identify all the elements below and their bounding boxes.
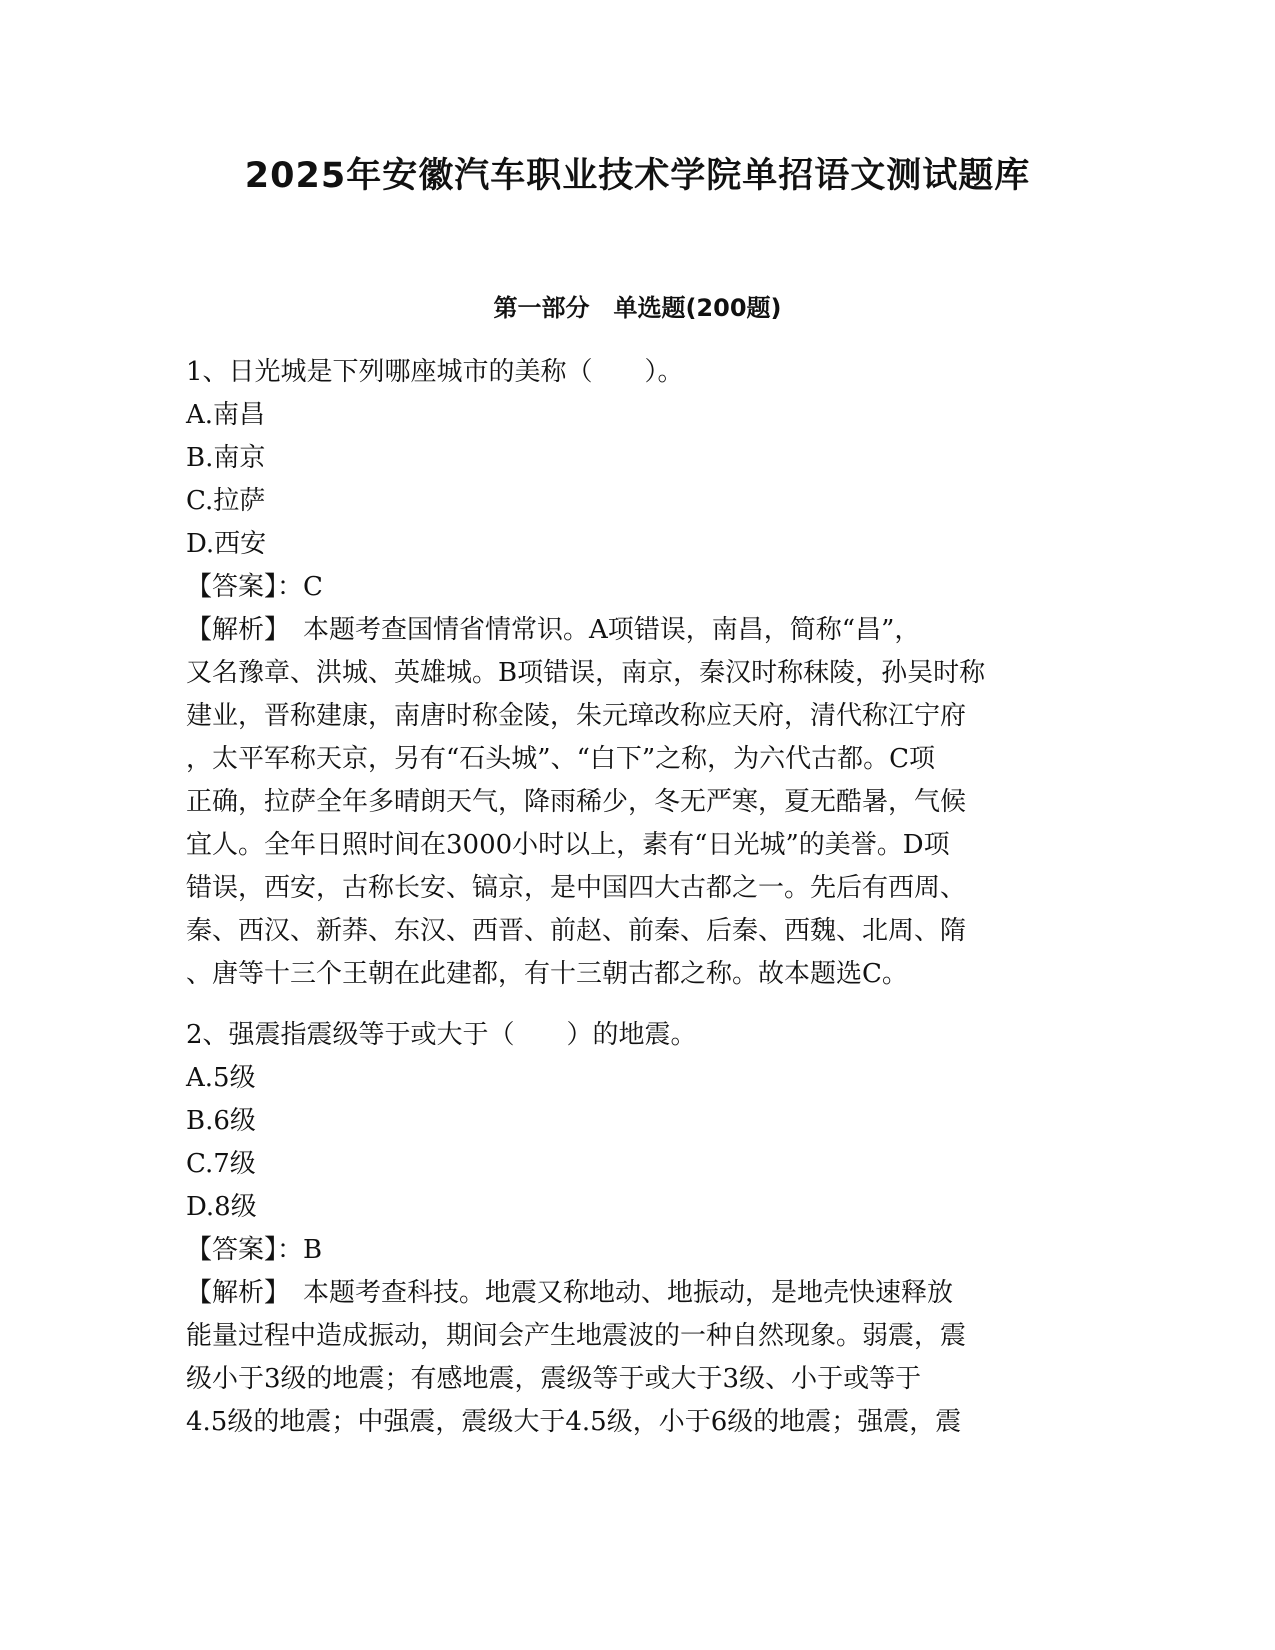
question-block xyxy=(186,351,1081,996)
explanation-line: 又名豫章、洪城、英雄城。B项错误，南京，秦汉时称秣陵，孙吴时称 xyxy=(186,658,986,688)
explanation-line: 建业，晋称建康，南唐时称金陵，朱元璋改称应天府，清代称江宁府 xyxy=(186,701,967,731)
section-title: 第一部分 单选题(200题) xyxy=(493,294,782,322)
explanation-line: 4.5级的地震；中强震，震级大于4.5级，小于6级的地震；强震，震 xyxy=(186,1407,962,1437)
explanation-line: 、唐等十三个王朝在此建都，有十三朝古都之称。故本题选C。 xyxy=(186,959,908,989)
question-stem: 1、日光城是下列哪座城市的美称（ ）。 xyxy=(186,357,684,387)
explanation-line: 能量过程中造成振动，期间会产生地震波的一种自然现象。弱震，震 xyxy=(186,1321,967,1351)
explanation-line: ，太平军称天京，另有“石头城”、“白下”之称，为六代古都。C项 xyxy=(186,744,936,774)
question-block xyxy=(186,1014,1081,1444)
explanation-line: 秦、西汉、新莽、东汉、西晋、前赵、前秦、后秦、西魏、北周、隋 xyxy=(186,916,967,946)
option-c: C.拉萨 xyxy=(186,486,266,516)
option-a: A.南昌 xyxy=(186,400,266,430)
option-d: D.8级 xyxy=(186,1192,257,1222)
explanation-line: 错误，西安，古称长安、镐京，是中国四大古都之一。先后有西周、 xyxy=(186,873,967,903)
option-d: D.西安 xyxy=(186,529,267,559)
option-c: C.7级 xyxy=(186,1149,256,1179)
explanation-line: 宜人。全年日照时间在3000小时以上，素有“日光城”的美誉。D项 xyxy=(186,830,950,860)
question-list xyxy=(186,351,1081,1444)
question-spacer xyxy=(186,996,1081,1014)
explanation-line: 【解析】 本题考查国情省情常识。A项错误，南昌，简称“昌”， xyxy=(186,615,921,645)
explanation-line: 级小于3级的地震；有感地震，震级等于或大于3级、小于或等于 xyxy=(186,1364,922,1394)
explanation xyxy=(186,1272,1081,1444)
explanation-line: 【解析】 本题考查科技。地震又称地动、地振动，是地壳快速释放 xyxy=(186,1278,954,1308)
option-b: B.南京 xyxy=(186,443,266,473)
answer-line: 【答案】：B xyxy=(186,1235,323,1265)
option-b: B.6级 xyxy=(186,1106,256,1136)
answer-line: 【答案】：C xyxy=(186,572,323,602)
explanation xyxy=(186,609,1081,996)
explanation-line: 正确，拉萨全年多晴朗天气，降雨稀少，冬无严寒，夏无酷暑，气候 xyxy=(186,787,967,817)
option-a: A.5级 xyxy=(186,1063,256,1093)
document-title: 2025年安徽汽车职业技术学院单招语文测试题库 xyxy=(244,156,1031,196)
question-stem: 2、强震指震级等于或大于（ ）的地震。 xyxy=(186,1020,697,1050)
